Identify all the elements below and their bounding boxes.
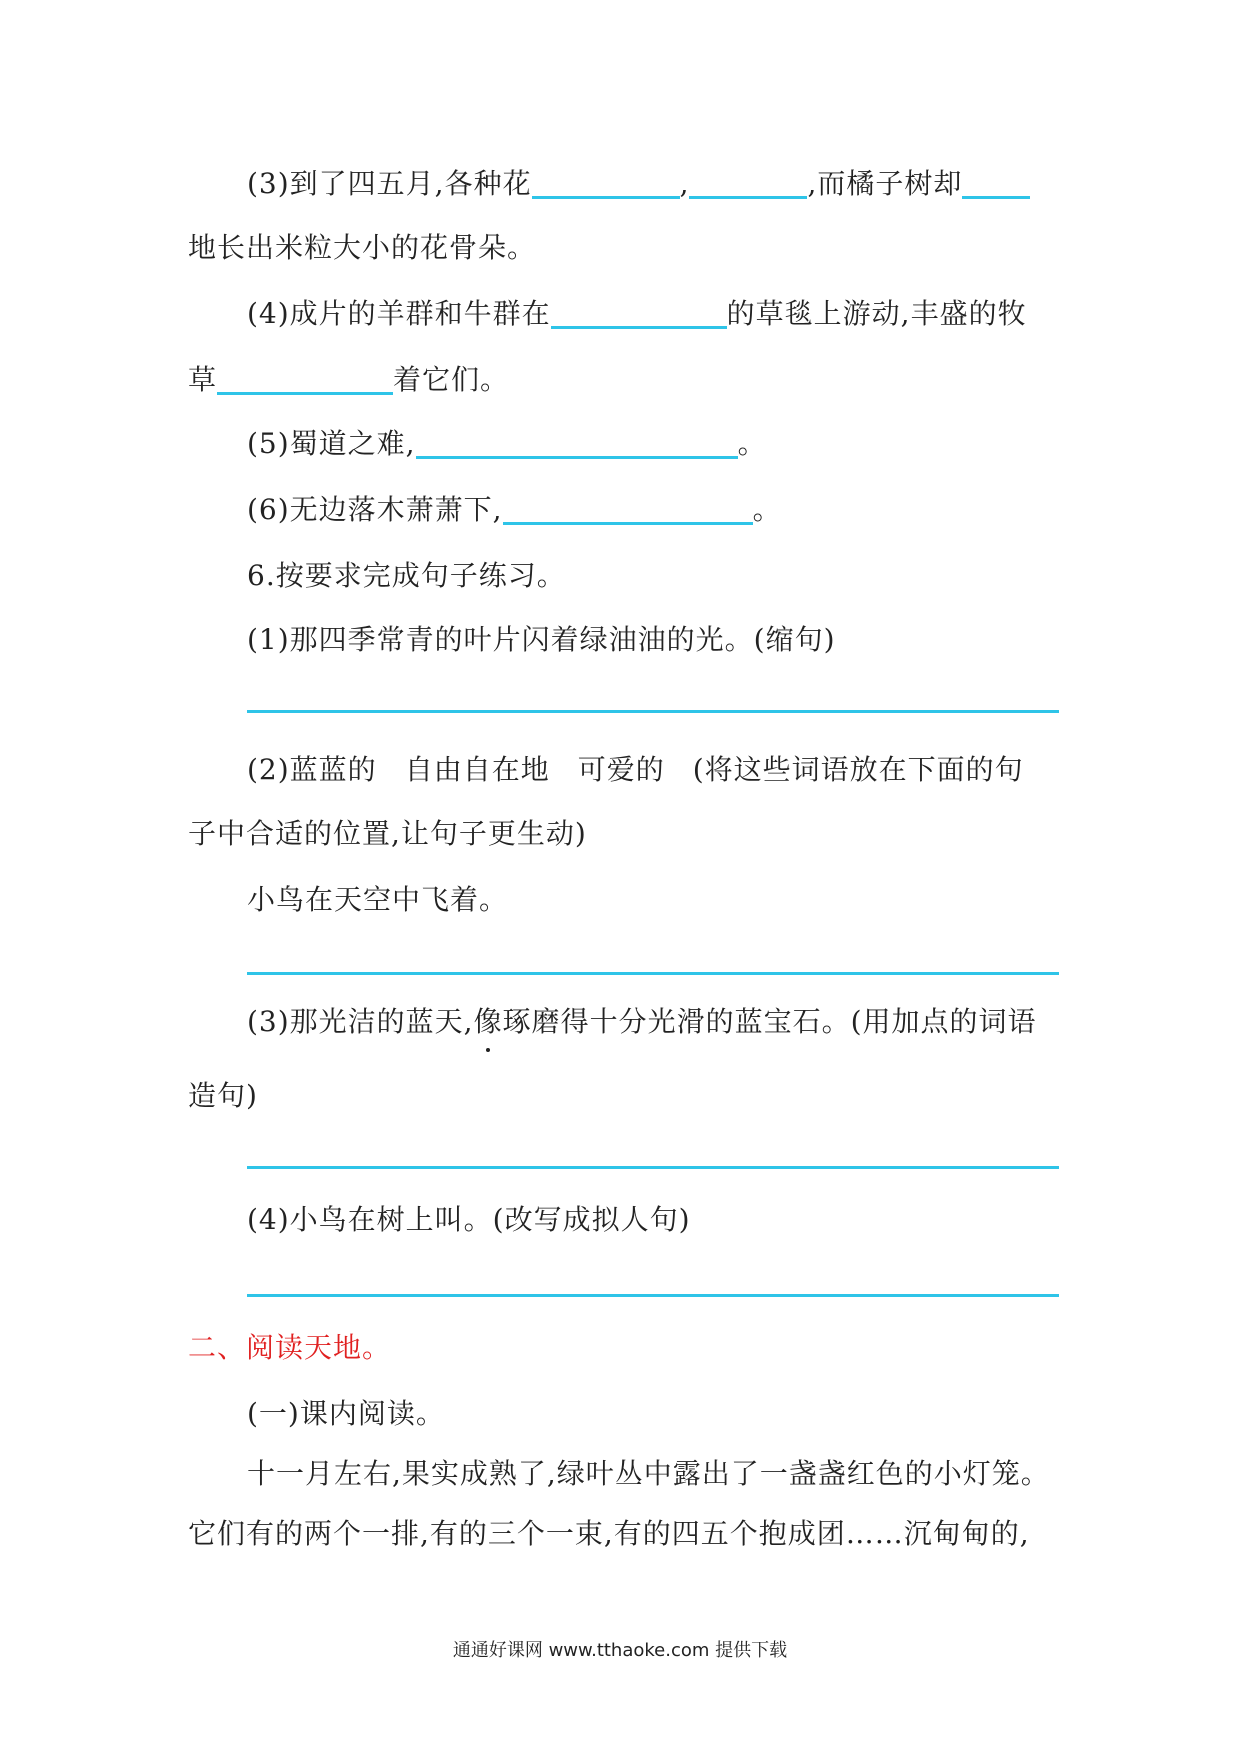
s3-dotted-word: 像: [474, 1002, 503, 1042]
q4-blank-1[interactable]: [551, 296, 727, 329]
s3-text-2: 琢磨得十分光滑的蓝宝石。(用加点的词语: [502, 1005, 1037, 1038]
q6-blank[interactable]: [503, 492, 753, 525]
s2-word2: 自由自在地: [404, 753, 550, 786]
q5-text: (5)蜀道之难,: [247, 427, 416, 460]
reading-line2: 它们有的两个一排,有的三个一束,有的四五个抱成团……沉甸甸的,: [188, 1517, 1030, 1550]
section2-title: 二、阅读天地。: [188, 1331, 392, 1364]
q4-text-2: 的草毯上游动,丰盛的牧: [726, 297, 1027, 330]
s3-text-1: (3)那光洁的蓝天,: [247, 1005, 474, 1038]
s1-answer-line[interactable]: [247, 710, 1059, 713]
q3-line2: 地长出米粒大小的花骨朵。: [188, 231, 537, 264]
s4-text: (4)小鸟在树上叫。(改写成拟人句): [247, 1203, 691, 1236]
q3-line1: [247, 164, 1030, 204]
q4-line1: [247, 294, 1027, 334]
q4-blank-2[interactable]: [217, 362, 393, 395]
q3-blank-2[interactable]: [689, 166, 807, 199]
s3-line1: [247, 1002, 1037, 1042]
s2-instr1: (将这些词语放在下面的句: [692, 753, 1024, 786]
reading-line1: 十一月左右,果实成熟了,绿叶丛中露出了一盏盏红色的小灯笼。: [247, 1457, 1050, 1490]
q5-blank[interactable]: [416, 426, 738, 459]
q3-blank-1[interactable]: [532, 166, 680, 199]
q3-blank-3[interactable]: [962, 166, 1030, 199]
q6-end: 。: [752, 493, 782, 526]
q6-text: (6)无边落木萧萧下,: [247, 493, 503, 526]
footer-text: 通通好课网 www.tthaoke.com 提供下载: [452, 1640, 788, 1661]
s2-word1: 蓝蓝的: [289, 753, 377, 786]
s2-answer-line[interactable]: [247, 972, 1059, 975]
q4-text-4: 着它们。: [393, 363, 510, 396]
s2-word3: 可爱的: [577, 753, 665, 786]
s3-line2: 造句): [188, 1079, 258, 1112]
s4-answer-line[interactable]: [247, 1294, 1059, 1297]
s2-line1: [247, 750, 1024, 790]
q4-text-1: (4)成片的羊群和牛群在: [247, 297, 551, 330]
s1-text: (1)那四季常青的叶片闪着绿油油的光。(缩句): [247, 623, 836, 656]
q4-text-3: 草: [188, 363, 218, 396]
q3-text-2: ,而橘子树却: [807, 167, 963, 200]
s2-label: (2): [247, 753, 290, 786]
s3-answer-line[interactable]: [247, 1166, 1059, 1169]
q6-line: [247, 490, 782, 530]
q5-line: [247, 424, 767, 464]
s2-sentence: 小鸟在天空中飞着。: [247, 883, 509, 916]
q3-text-1: (3)到了四五月,各种花: [247, 167, 532, 200]
q5-end: 。: [737, 427, 767, 460]
s2-instr2: 子中合适的位置,让句子更生动): [188, 817, 587, 850]
reading-subtitle: (一)课内阅读。: [247, 1397, 445, 1430]
q3-sep: ,: [679, 167, 690, 200]
q4-line2: [188, 360, 509, 400]
section6-title: 6.按要求完成句子练习。: [247, 559, 566, 592]
